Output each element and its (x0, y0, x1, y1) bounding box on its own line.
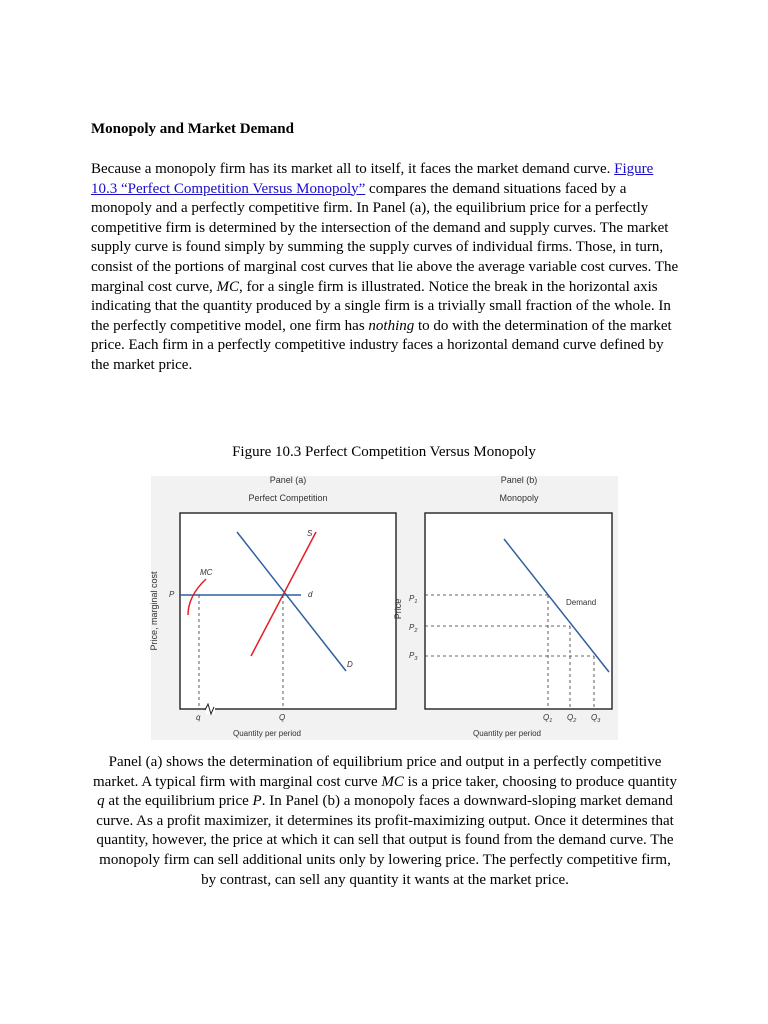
panel-a-y-axis-label: Price, marginal cost (149, 571, 159, 651)
label-p3: $P_3$ (409, 651, 418, 662)
label-s: S (307, 529, 313, 538)
panel-a-label: Panel (a) (269, 475, 307, 485)
demand-curve-label: Demand (566, 598, 597, 607)
para2-mc-term: MC (381, 773, 404, 790)
label-q-cap: Q (279, 713, 286, 722)
para2-text-3: at the equilibrium price (104, 793, 253, 810)
panel-b-plot-frame (425, 513, 612, 709)
panel-a (149, 475, 396, 738)
para2-p-term: P (252, 793, 262, 810)
para1-mc-term: MC (216, 278, 240, 295)
figure-link[interactable]: Figure 10.3 “Perfect Competition Versus Monopoly” (91, 161, 654, 197)
label-q2: $Q_2$ (567, 713, 577, 724)
para1-text-mid1: compares the demand situations faced by a monopoly and a perfectly competitive firm. In Panel (a), the equilibrium price for a perfectly competitive firm is determined by the intersection of the demand and supply curves. The market supply curve is found simply by summing the supply curves of individual firms. Those, in turn, consist of the portions of marginal cost curves that lie above the average variable cost curves. The marginal cost curve, (91, 180, 679, 295)
label-q1: $Q_1$ (543, 713, 553, 724)
panel-b-title: Monopoly (499, 493, 539, 503)
panel-b-x-axis-label: Quantity per period (472, 729, 542, 738)
panel-a-x-axis-label: Quantity per period (232, 729, 302, 738)
panel-a-plot-frame (180, 513, 396, 709)
para2-text-2: is a price taker, choosing to produce quantity (403, 773, 677, 790)
explanation-paragraph (90, 753, 680, 890)
para2-text-1: Panel (a) shows the determination of equilibrium price and output in a perfectly competitive market. A typical firm with marginal cost curve (93, 754, 662, 790)
para1-nothing-term: nothing (368, 317, 415, 334)
label-q3: $Q_3$ (591, 713, 601, 724)
para1-text-start: Because a monopoly firm has its market all to itself, it faces the market demand curve. (91, 161, 615, 177)
label-p2: $P_2$ (409, 623, 418, 634)
para1-text-end: to do with the determination of the market price. Each firm in a perfectly competitive industry faces a horizontal demand curve defined by the market price. (91, 317, 672, 373)
intro-paragraph (91, 160, 681, 376)
panel-a-title: Perfect Competition (248, 493, 328, 503)
section-heading: Monopoly and Market Demand (91, 121, 294, 137)
label-d-cap: D (347, 660, 353, 669)
panel-b (393, 475, 612, 738)
figure-10-3 (151, 476, 618, 740)
label-d-small: d (308, 590, 313, 599)
para2-text-4: . In Panel (b) a monopoly faces a downward-sloping market demand curve. As a profit maximizer, it determines its profit-maximizing output. Once it determines that quantity, however, the price at which it can sell that output is found from the demand curve. The monopoly firm can sell additional units only by lowering price. The perfectly competitive firm, by contrast, can sell any quantity it wants at the market price. (96, 793, 674, 888)
label-q-small: q (196, 713, 201, 722)
para1-text-mid2: , for a single firm is illustrated. Notice the break in the horizontal axis indicating that the quantity produced by a single firm is a trivially small fraction of the whole. In the perfectly competitive model, one firm has (91, 278, 671, 334)
figure-caption: Figure 10.3 Perfect Competition Versus Monopoly (232, 444, 536, 460)
para2-q-term: q (97, 793, 105, 810)
panel-b-y-axis-label: Price (393, 598, 403, 620)
label-p: P (169, 590, 175, 599)
label-p1: $P_1$ (409, 594, 418, 605)
panel-b-label: Panel (b) (500, 475, 538, 485)
label-mc: MC (200, 568, 213, 577)
figure-svg (151, 476, 618, 740)
